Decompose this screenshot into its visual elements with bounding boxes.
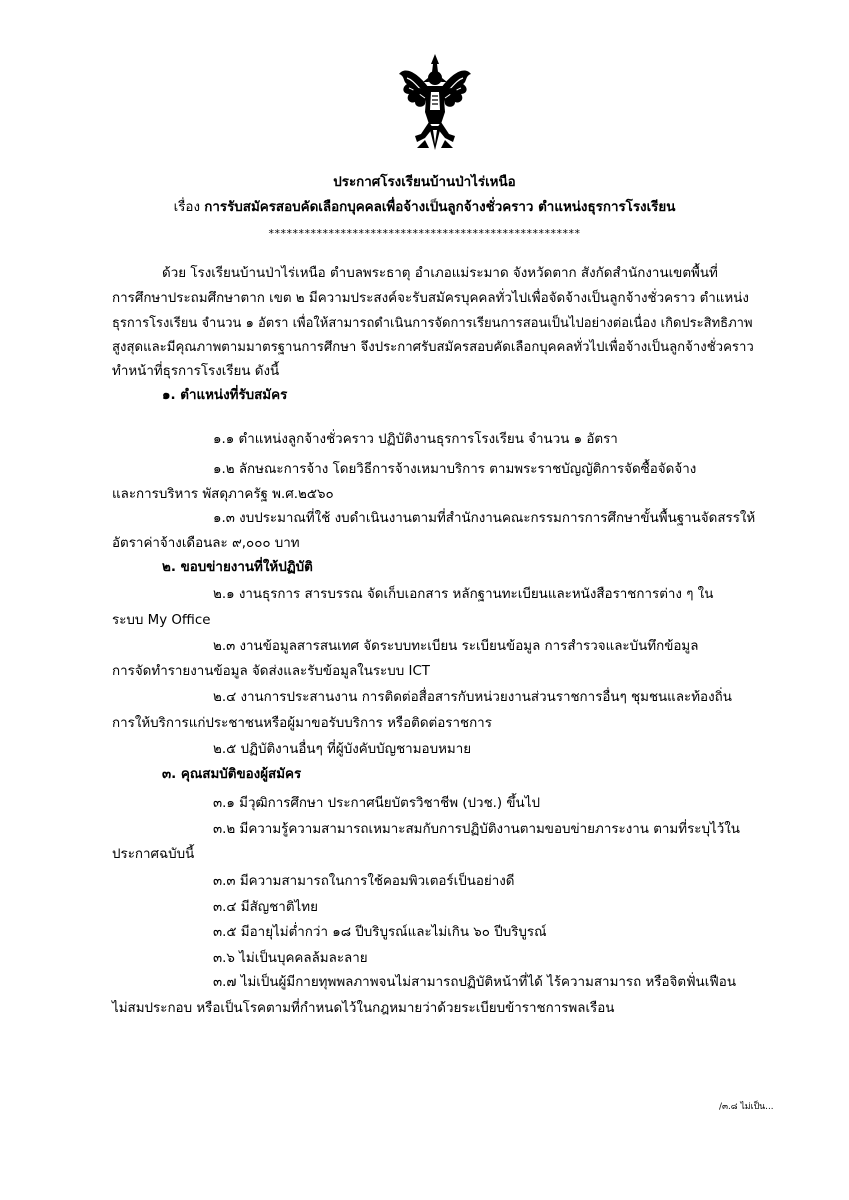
subject-prefix: เรื่อง xyxy=(173,200,200,215)
section2-item-4: ๒.๔ งานการประสานงาน การติดต่อสื่อสารกับหน่วยงานส่วนราชการอื่นๆ ชุมชนและท้องถิ่น xyxy=(213,690,732,705)
section3-item-7: ๓.๗ ไม่เป็นผู้มีกายทุพพลภาพจนไม่สามารถปฏิบัติหน้าที่ได้ ไร้ความสามารถ หรือจิตฟั่นเฟือน xyxy=(213,975,736,990)
document-title: ประกาศโรงเรียนบ้านป่าไร่เหนือ xyxy=(333,175,516,190)
intro-line-3: ธุรการโรงเรียน จำนวน ๑ อัตรา เพื่อให้สามารถดำเนินการจัดการเรียนการสอนเป็นไปอย่างต่อเนื่อง เกิดประสิทธิภาพ xyxy=(112,316,753,331)
section1-heading: ๑. ตำแหน่งที่รับสมัคร xyxy=(162,388,288,403)
section3-item-2-cont: ประกาศฉบับนี้ xyxy=(112,847,195,862)
title-divider: **************************************************** xyxy=(268,227,581,240)
intro-line-1: ด้วย โรงเรียนบ้านป่าไร่เหนือ ตำบลพระธาตุ อำเภอแม่ระมาด จังหวัดตาก สังกัดสำนักงานเขตพื้นที่ xyxy=(162,266,718,281)
subject-text: การรับสมัครสอบคัดเลือกบุคคลเพื่อจ้างเป็นลูกจ้างชั่วคราว ตำแหน่งธุรการโรงเรียน xyxy=(204,200,676,215)
section2-item-5: ๒.๕ ปฏิบัติงานอื่นๆ ที่ผู้บังคับบัญชามอบหมาย xyxy=(213,742,472,757)
intro-line-4: สูงสุดและมีคุณภาพตามมาตรฐานการศึกษา จึงประกาศรับสมัครสอบคัดเลือกบุคคลทั่วไปเพื่อจ้างเป็นลูกจ้างชั่วคราว xyxy=(112,340,754,355)
section2-item-1-cont: ระบบ My Office xyxy=(112,613,211,628)
section2-heading: ๒. ขอบข่ายงานที่ให้ปฏิบัติ xyxy=(162,560,313,575)
continuation-marker: /๓.๘ ไม่เป็น... xyxy=(719,1102,774,1112)
section3-item-7-cont: ไม่สมประกอบ หรือเป็นโรคตามที่กำหนดไว้ในกฎหมายว่าด้วยระเบียบข้าราชการพลเรือน xyxy=(112,1001,615,1016)
section2-item-1: ๒.๑ งานธุรการ สารบรรณ จัดเก็บเอกสาร หลักฐานทะเบียนและหนังสือราชการต่าง ๆ ใน xyxy=(213,587,714,602)
section3-heading: ๓. คุณสมบัติของผู้สมัคร xyxy=(162,767,302,782)
section2-item-3-cont: การจัดทำรายงานข้อมูล จัดส่งและรับข้อมูลในระบบ ICT xyxy=(112,664,430,679)
section3-item-2: ๓.๒ มีความรู้ความสามารถเหมาะสมกับการปฏิบัติงานตามขอบข่ายภาระงาน ตามที่ระบุไว้ใน xyxy=(213,822,740,837)
section3-item-3: ๓.๓ มีความสามารถในการใช้คอมพิวเตอร์เป็นอย่างดี xyxy=(213,874,515,889)
section1-item-1: ๑.๑ ตำแหน่งลูกจ้างชั่วคราว ปฏิบัติงานธุรการโรงเรียน จำนวน ๑ อัตรา xyxy=(213,432,618,447)
garuda-emblem xyxy=(395,52,475,152)
section1-item-2: ๑.๒ ลักษณะการจ้าง โดยวิธีการจ้างเหมาบริการ ตามพระราชบัญญัติการจัดซื้อจัดจ้าง xyxy=(213,462,697,477)
section2-item-3: ๒.๓ งานข้อมูลสารสนเทศ จัดระบบทะเบียน ระเบียนข้อมูล การสำรวจและบันทึกข้อมูล xyxy=(213,639,699,654)
document-subject xyxy=(0,199,849,216)
intro-line-5: ทำหน้าที่ธุรการโรงเรียน ดังนี้ xyxy=(112,364,280,379)
section3-item-6: ๓.๖ ไม่เป็นบุคคลล้มละลาย xyxy=(213,951,368,966)
intro-line-2: การศึกษาประถมศึกษาตาก เขต ๒ มีความประสงค์จะรับสมัครบุคคลทั่วไปเพื่อจัดจ้างเป็นลูกจ้างชั่วคราว ตำแหน่ง xyxy=(112,291,749,306)
section3-item-5: ๓.๕ มีอายุไม่ต่ำกว่า ๑๘ ปีบริบูรณ์และไม่เกิน ๖๐ ปีบริบูรณ์ xyxy=(213,925,547,940)
section3-item-1: ๓.๑ มีวุฒิการศึกษา ประกาศนียบัตรวิชาชีพ (ปวช.) ขึ้นไป xyxy=(213,796,540,811)
section1-item-3: ๑.๓ งบประมาณที่ใช้ งบดำเนินงานตามที่สำนักงานคณะกรรมการการศึกษาขั้นพื้นฐานจัดสรรให้ xyxy=(213,511,756,526)
section3-item-4: ๓.๔ มีสัญชาติไทย xyxy=(213,900,318,915)
section1-item-2-cont: และการบริหาร พัสดุภาครัฐ พ.ศ.๒๕๖๐ xyxy=(112,487,334,502)
section2-item-4-cont: การให้บริการแก่ประชาชนหรือผู้มาขอรับบริการ หรือติดต่อราชการ xyxy=(112,716,492,731)
section1-item-3-cont: อัตราค่าจ้างเดือนละ ๙,๐๐๐ บาท xyxy=(112,536,300,551)
